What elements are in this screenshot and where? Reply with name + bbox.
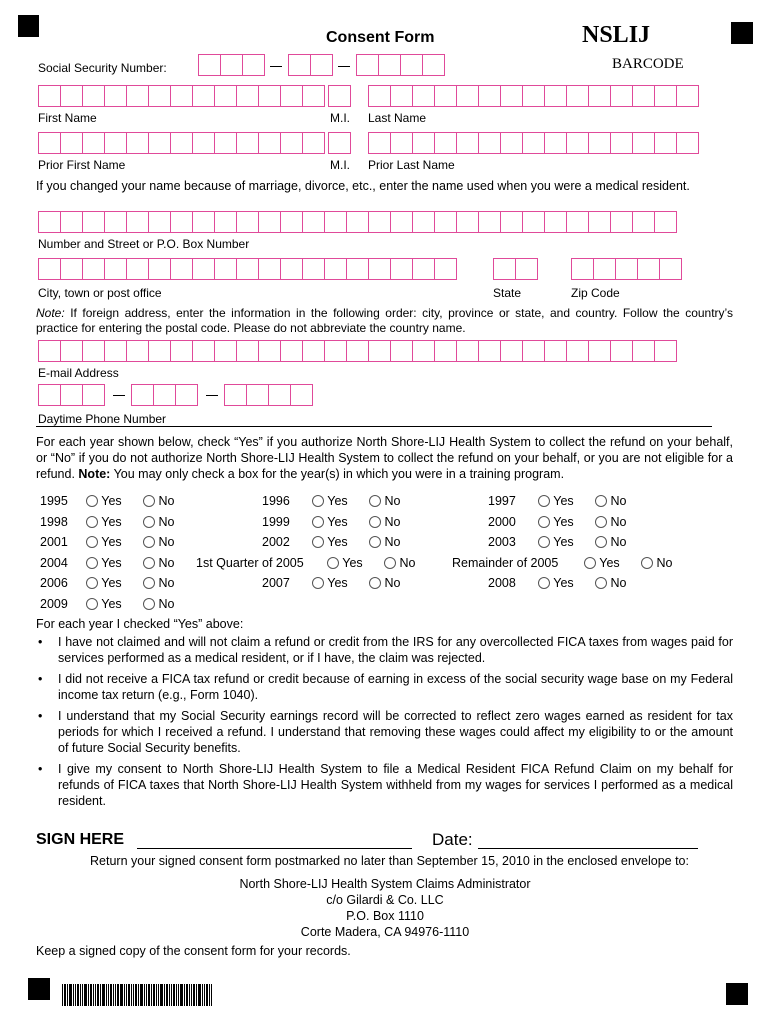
city-label: City, town or post office	[38, 286, 162, 300]
yes-option[interactable]	[86, 494, 122, 508]
first-name-label: First Name	[38, 111, 97, 125]
yes-option[interactable]	[86, 515, 122, 529]
no-option[interactable]	[143, 535, 174, 549]
no-option[interactable]	[369, 494, 400, 508]
yes-label: Yes	[553, 535, 574, 549]
yes-label: Yes	[101, 515, 122, 529]
registration-mark-top-left	[18, 15, 39, 37]
radio-icon[interactable]	[143, 577, 155, 589]
email-boxes[interactable]	[38, 340, 676, 362]
yes-option[interactable]	[86, 597, 122, 611]
no-label: No	[610, 576, 627, 590]
radio-icon[interactable]	[538, 536, 550, 548]
no-label: No	[384, 576, 401, 590]
no-option[interactable]	[143, 556, 174, 570]
no-option[interactable]	[143, 597, 174, 611]
yes-option[interactable]	[312, 494, 348, 508]
yes-option[interactable]	[327, 556, 363, 570]
registration-mark-bottom-left	[28, 978, 50, 1000]
phone-line-boxes[interactable]	[224, 384, 312, 406]
radio-icon[interactable]	[143, 536, 155, 548]
yes-option[interactable]	[538, 535, 574, 549]
no-option[interactable]	[369, 515, 400, 529]
address-line: c/o Gilardi & Co. LLC	[326, 893, 444, 907]
yes-option[interactable]	[538, 576, 574, 590]
dash	[338, 66, 350, 67]
radio-icon[interactable]	[86, 557, 98, 569]
radio-icon[interactable]	[327, 557, 339, 569]
yes-label: Yes	[101, 597, 122, 611]
name-change-note: If you changed your name because of marriage, divorce, etc., enter the name used when you were a medical resident.	[36, 179, 690, 193]
no-option[interactable]	[641, 556, 672, 570]
no-option[interactable]	[143, 576, 174, 590]
phone-prefix-boxes[interactable]	[131, 384, 197, 406]
yes-label: Yes	[342, 556, 363, 570]
yes-label: Yes	[553, 494, 574, 508]
yes-label: Yes	[599, 556, 620, 570]
no-option[interactable]	[143, 515, 174, 529]
yes-option[interactable]	[86, 576, 122, 590]
year-label: 2000	[488, 515, 516, 529]
prior-first-name-label: Prior First Name	[38, 158, 126, 172]
phone-label: Daytime Phone Number	[38, 412, 167, 426]
barcode	[62, 984, 213, 1006]
ssn-part2-boxes[interactable]	[288, 54, 332, 76]
ssn-label: Social Security Number:	[38, 61, 167, 75]
yes-label: Yes	[553, 515, 574, 529]
no-option[interactable]	[384, 556, 415, 570]
no-option[interactable]	[595, 494, 626, 508]
street-boxes[interactable]	[38, 211, 676, 233]
no-label: No	[610, 515, 627, 529]
radio-icon[interactable]	[369, 536, 381, 548]
radio-icon[interactable]	[595, 577, 607, 589]
dash	[206, 395, 218, 396]
radio-icon[interactable]	[369, 516, 381, 528]
yes-label: Yes	[101, 535, 122, 549]
radio-icon[interactable]	[384, 557, 396, 569]
no-label: No	[158, 494, 175, 508]
year-label: 2002	[262, 535, 290, 549]
return-note: Return your signed consent form postmarked no later than September 15, 2010 in the enclosed envelope to:	[90, 854, 689, 868]
year-label: 1995	[40, 494, 68, 508]
radio-icon[interactable]	[312, 495, 324, 507]
yes-label: Yes	[327, 515, 348, 529]
radio-icon[interactable]	[312, 516, 324, 528]
year-label: 2009	[40, 597, 68, 611]
no-label: No	[610, 494, 627, 508]
address-line: Corte Madera, CA 94976-1110	[300, 925, 470, 939]
yes-option[interactable]	[312, 535, 348, 549]
zip-boxes[interactable]	[571, 258, 681, 280]
year-label: 1997	[488, 494, 516, 508]
yes-label: Yes	[101, 494, 122, 508]
address-line: North Shore-LIJ Health System Claims Administrator	[239, 877, 531, 891]
radio-icon[interactable]	[369, 495, 381, 507]
radio-icon[interactable]	[538, 516, 550, 528]
email-label: E-mail Address	[38, 366, 119, 380]
radio-icon[interactable]	[595, 536, 607, 548]
radio-icon[interactable]	[86, 495, 98, 507]
yes-intro: For each year I checked “Yes” above:	[36, 617, 244, 631]
no-label: No	[399, 556, 416, 570]
first-name-boxes[interactable]	[38, 85, 324, 107]
no-label: No	[384, 535, 401, 549]
yes-option[interactable]	[86, 556, 122, 570]
radio-icon[interactable]	[143, 495, 155, 507]
phone-area-boxes[interactable]	[38, 384, 104, 406]
yes-option[interactable]	[86, 535, 122, 549]
form-title: Consent Form	[326, 29, 435, 46]
yes-option[interactable]	[584, 556, 620, 570]
barcode-label: BARCODE	[612, 56, 684, 72]
radio-icon[interactable]	[584, 557, 596, 569]
years-note-text: You may only check a box for the year(s) in which you were in a training program.	[113, 467, 565, 481]
radio-icon[interactable]	[143, 516, 155, 528]
radio-icon[interactable]	[538, 577, 550, 589]
consent-statement: • I understand that my Social Security earnings record will be corrected to reflect zero wages earned as resident for tax periods for which I received a refund. I understand that removing these wages could affect my eligibility to or the amount of future Social Security benefits.	[36, 708, 733, 756]
yes-label: Yes	[101, 556, 122, 570]
no-label: No	[158, 535, 175, 549]
yes-option[interactable]	[312, 515, 348, 529]
yes-label: Yes	[101, 576, 122, 590]
no-option[interactable]	[369, 576, 400, 590]
radio-icon[interactable]	[538, 495, 550, 507]
mi-label: M.I.	[330, 111, 350, 125]
no-label: No	[656, 556, 673, 570]
consent-statement: • I have not claimed and will not claim a refund or credit from the IRS for any overcollected FICA taxes from wages paid for services performed as a medical resident, or if I have, the claim was rejected.	[36, 634, 733, 666]
radio-icon[interactable]	[86, 577, 98, 589]
last-name-label: Last Name	[368, 111, 427, 125]
yes-option[interactable]	[538, 494, 574, 508]
year-label: 2006	[40, 576, 68, 590]
radio-icon[interactable]	[86, 536, 98, 548]
consent-statement: • I did not receive a FICA tax refund or credit because of earning in excess of the social security wage base on my Federal income tax return (e.g., Form 1040).	[36, 671, 733, 703]
no-label: No	[610, 535, 627, 549]
consent-statements	[36, 634, 733, 814]
registration-mark-top-right	[731, 22, 753, 44]
date-label: Date:	[432, 830, 473, 849]
radio-icon[interactable]	[86, 516, 98, 528]
years-note-label: Note:	[78, 467, 111, 481]
middle-initial-box[interactable]	[328, 85, 350, 107]
year-label: 2004	[40, 556, 68, 570]
year-label: 2008	[488, 576, 516, 590]
year-label: 1st Quarter of 2005	[196, 556, 304, 570]
no-label: No	[158, 515, 175, 529]
years-intro	[36, 434, 733, 482]
yes-option[interactable]	[538, 515, 574, 529]
yes-option[interactable]	[312, 576, 348, 590]
dash	[113, 395, 125, 396]
year-label: Remainder of 2005	[452, 556, 559, 570]
year-label: 2001	[40, 535, 68, 549]
no-option[interactable]	[595, 576, 626, 590]
prior-first-name-boxes[interactable]	[38, 132, 324, 154]
city-boxes[interactable]	[38, 258, 456, 280]
mailing-address	[185, 876, 585, 940]
state-boxes[interactable]	[493, 258, 537, 280]
street-label: Number and Street or P.O. Box Number	[38, 237, 250, 251]
radio-icon[interactable]	[86, 598, 98, 610]
last-name-boxes[interactable]	[368, 85, 698, 107]
keep-copy-note: Keep a signed copy of the consent form for your records.	[36, 944, 351, 958]
registration-mark-bottom-right	[726, 983, 748, 1005]
prior-mi-label: M.I.	[330, 158, 350, 172]
dash	[270, 66, 282, 67]
foreign-address-note	[36, 306, 733, 336]
ssn-part3-boxes[interactable]	[356, 54, 444, 76]
prior-last-name-boxes[interactable]	[368, 132, 698, 154]
radio-icon[interactable]	[595, 495, 607, 507]
years-intro-text: For each year shown below, check “Yes” if you authorize North Shore-LIJ Health System to collect the refund on your behalf, or “No” if you do not authorize North Shore-LIJ Health System to collect the refund on your behalf, or you are not eligible for a refund.	[36, 435, 733, 481]
note-text: If foreign address, enter the information in the following order: city, province or state, and country. Follow the country’s practice for entering the postal code. Please do not abbreviate the country name.	[36, 306, 733, 335]
radio-icon[interactable]	[641, 557, 653, 569]
yes-label: Yes	[327, 576, 348, 590]
no-label: No	[158, 576, 175, 590]
no-option[interactable]	[595, 535, 626, 549]
yes-label: Yes	[327, 535, 348, 549]
divider-line	[36, 426, 712, 427]
note-label: Note:	[36, 306, 65, 320]
radio-icon[interactable]	[595, 516, 607, 528]
signature-line[interactable]	[137, 848, 412, 849]
radio-icon[interactable]	[312, 536, 324, 548]
zip-label: Zip Code	[571, 286, 620, 300]
address-line: P.O. Box 1110	[346, 909, 424, 923]
state-label: State	[493, 286, 522, 300]
ssn-part1-boxes[interactable]	[198, 54, 264, 76]
radio-icon[interactable]	[369, 577, 381, 589]
no-label: No	[384, 494, 401, 508]
yes-label: Yes	[553, 576, 574, 590]
year-label: 2007	[262, 576, 290, 590]
no-label: No	[384, 515, 401, 529]
consent-statement: • I give my consent to North Shore-LIJ Health System to file a Medical Resident FICA Refund Claim on my behalf for refunds of FICA taxes that North Shore-LIJ Health System withheld from my wages for services I performed as a medical resident.	[36, 761, 733, 809]
year-label: 2003	[488, 535, 516, 549]
yes-label: Yes	[327, 494, 348, 508]
no-option[interactable]	[369, 535, 400, 549]
prior-middle-initial-box[interactable]	[328, 132, 350, 154]
radio-icon[interactable]	[312, 577, 324, 589]
no-option[interactable]	[595, 515, 626, 529]
year-label: 1999	[262, 515, 290, 529]
radio-icon[interactable]	[143, 557, 155, 569]
radio-icon[interactable]	[143, 598, 155, 610]
prior-last-name-label: Prior Last Name	[368, 158, 455, 172]
sign-here-label: SIGN HERE	[36, 831, 125, 848]
year-label: 1998	[40, 515, 68, 529]
org-name: NSLIJ	[582, 22, 651, 48]
no-label: No	[158, 597, 175, 611]
no-label: No	[158, 556, 175, 570]
year-label: 1996	[262, 494, 290, 508]
no-option[interactable]	[143, 494, 174, 508]
date-line[interactable]	[478, 848, 698, 849]
